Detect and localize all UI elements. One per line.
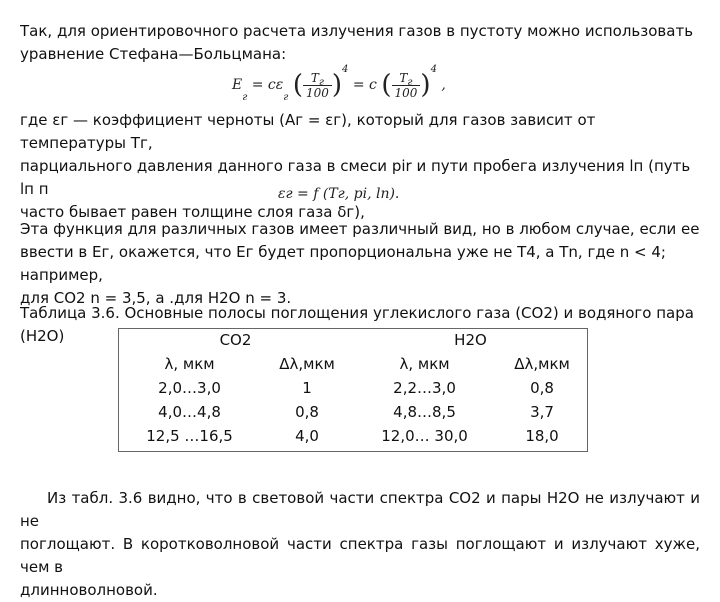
formula-fraction-1 bbox=[303, 71, 332, 100]
function-line-3: для CO2 n = 3,5, а .для H2O n = 3. bbox=[20, 289, 292, 307]
table-cell: 12,5 …16,5 bbox=[146, 427, 233, 445]
fraction-num-sub: г bbox=[318, 76, 324, 88]
conclusion-line-2: поглощают. В коротковолновой части спектра газы поглощают и излучают хуже, чем в bbox=[20, 535, 700, 576]
table-cell: 3,7 bbox=[530, 403, 554, 421]
function-line-2: ввести в Eг, окажется, что Eг будет пропорциональна уже не T4, а Tn, где n < 4; например, bbox=[20, 243, 666, 284]
table-group-row bbox=[118, 328, 588, 352]
header-dlambda-co2: Δλ,мкм bbox=[279, 355, 335, 373]
fraction-num: T bbox=[310, 70, 319, 85]
header-lambda-co2: λ, мкм bbox=[164, 355, 215, 373]
header-dlambda-h2o: Δλ,мкм bbox=[514, 355, 570, 373]
conclusion-line-1: Из табл. 3.6 видно, что в световой части спектра CO2 и пары H2O не излучают и не bbox=[20, 489, 700, 530]
fraction-den-2: 100 bbox=[394, 85, 418, 100]
table-cell: 1 bbox=[302, 379, 312, 397]
stefan-boltzmann-formula: $E_г = c\varepsilon_г$ ( $\frac{T_г}{100}$ )$^4$ = c ( $\frac{T_г}{100}$ )$^4$ , bbox=[232, 64, 446, 103]
caption-line-2: (H2O) bbox=[20, 327, 65, 345]
table-cell: 4,0…4,8 bbox=[158, 403, 221, 421]
table-cell: 2,0…3,0 bbox=[158, 379, 221, 397]
group-h2o: H2O bbox=[454, 331, 487, 349]
fraction-num-sub-2: г bbox=[407, 76, 413, 88]
table-cell: 0,8 bbox=[295, 403, 319, 421]
formula-eq2: = c bbox=[352, 77, 377, 93]
definition-paragraph bbox=[20, 109, 700, 224]
formula-fraction-2 bbox=[392, 71, 421, 100]
definition-line-2: парциального давления данного газа в смеси pir и пути пробега излучения lп (путь lп п bbox=[20, 157, 691, 198]
table-cell: 12,0… 30,0 bbox=[381, 427, 468, 445]
fraction-num-2: T bbox=[399, 70, 408, 85]
table-cell: 4,0 bbox=[295, 427, 319, 445]
table-cell: 18,0 bbox=[525, 427, 559, 445]
table-row bbox=[118, 424, 588, 448]
table-row bbox=[118, 376, 588, 400]
caption-line-1: Таблица 3.6. Основные полосы поглощения углекислого газа (CO2) и водяного пара bbox=[20, 304, 694, 322]
intro-line-1: Так, для ориентировочного расчета излучения газов в пустоту можно использовать bbox=[20, 22, 694, 40]
formula-eps: ε bbox=[275, 77, 284, 93]
absorption-bands-table bbox=[118, 328, 588, 448]
conclusion-paragraph bbox=[20, 487, 700, 602]
formula-eps-sub: г bbox=[283, 92, 289, 103]
fraction-den: 100 bbox=[305, 85, 329, 100]
table-cell: 2,2…3,0 bbox=[393, 379, 456, 397]
conclusion-line-3: длинноволновой. bbox=[20, 581, 158, 599]
table-row bbox=[118, 400, 588, 424]
formula-exponent-2: 4 bbox=[430, 64, 437, 75]
function-line-1: Эта функция для различных газов имеет различный вид, но в любом случае, если ее bbox=[20, 220, 700, 238]
table-cell: 4,8…8,5 bbox=[393, 403, 456, 421]
table-header-row bbox=[118, 352, 588, 376]
table-cell: 0,8 bbox=[530, 379, 554, 397]
formula-eq1: = c bbox=[251, 77, 276, 93]
formula-lhs-sub: г bbox=[242, 92, 248, 103]
function-paragraph bbox=[20, 218, 700, 310]
definition-line-1: где εг — коэффициент черноты (Aг = εг), который для газов зависит от температуры Tг, bbox=[20, 111, 596, 152]
emissivity-function-formula: εг = f (Tг, pi, lп). bbox=[278, 186, 400, 202]
intro-line-2: уравнение Стефана—Больцмана: bbox=[20, 45, 287, 63]
formula-lhs: E bbox=[232, 77, 243, 93]
intro-paragraph bbox=[20, 20, 700, 66]
formula-exponent: 4 bbox=[342, 64, 349, 75]
group-co2: CO2 bbox=[219, 331, 252, 349]
definition-line-3: часто бывает равен толщине слоя газа δг), bbox=[20, 203, 365, 221]
header-lambda-h2o: λ, мкм bbox=[399, 355, 450, 373]
formula-trail: , bbox=[441, 77, 446, 93]
